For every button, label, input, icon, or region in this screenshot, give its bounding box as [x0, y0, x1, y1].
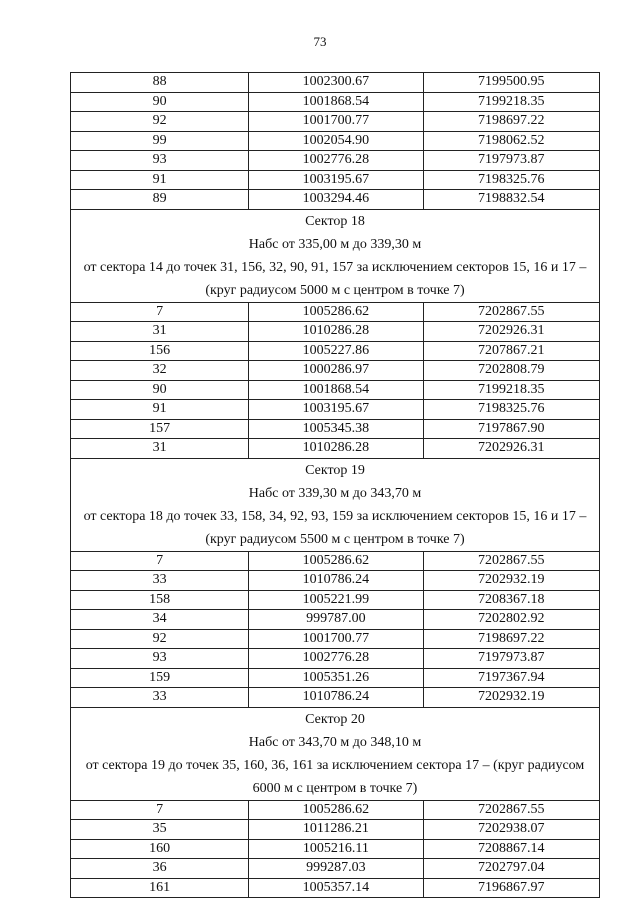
- y-coordinate-cell: 7197973.87: [423, 151, 599, 171]
- point-number-cell: 90: [71, 380, 249, 400]
- y-coordinate-cell: 7202926.31: [423, 439, 599, 459]
- sector-description-line: от сектора 14 до точек 31, 156, 32, 90, 91, 157 за исключением секторов 15, 16 и 17 –: [83, 259, 587, 275]
- y-coordinate-cell: 7202867.55: [423, 302, 599, 322]
- x-coordinate-cell: 1005221.99: [249, 590, 423, 610]
- point-number-cell: 99: [71, 131, 249, 151]
- table-row: [71, 190, 600, 210]
- x-coordinate-cell: 1005216.11: [249, 839, 423, 859]
- x-coordinate-cell: 1001700.77: [249, 112, 423, 132]
- coordinates-table-body: [71, 73, 600, 898]
- y-coordinate-cell: 7198325.76: [423, 400, 599, 420]
- x-coordinate-cell: 1002300.67: [249, 73, 423, 93]
- sector-description-line: Набс от 335,00 м до 339,30 м: [248, 236, 422, 252]
- y-coordinate-cell: 7207867.21: [423, 341, 599, 361]
- y-coordinate-cell: 7208867.14: [423, 839, 599, 859]
- point-number-cell: 34: [71, 610, 249, 630]
- x-coordinate-cell: 1011286.21: [249, 820, 423, 840]
- y-coordinate-cell: 7208367.18: [423, 590, 599, 610]
- point-number-cell: 158: [71, 590, 249, 610]
- table-row: [71, 400, 600, 420]
- sector-header-row: [71, 458, 600, 551]
- point-number-cell: 89: [71, 190, 249, 210]
- y-coordinate-cell: 7199218.35: [423, 92, 599, 112]
- sector-title: Сектор 20: [305, 711, 365, 727]
- table-row: [71, 800, 600, 820]
- table-row: [71, 820, 600, 840]
- x-coordinate-cell: 999287.03: [249, 859, 423, 879]
- y-coordinate-cell: 7198832.54: [423, 190, 599, 210]
- point-number-cell: 35: [71, 820, 249, 840]
- table-row: [71, 610, 600, 630]
- sector-header: [71, 209, 600, 302]
- sector-description-line: от сектора 19 до точек 35, 160, 36, 161 за исключением сектора 17 – (круг радиусом: [85, 757, 585, 773]
- point-number-cell: 160: [71, 839, 249, 859]
- sector-header-row: [71, 707, 600, 800]
- x-coordinate-cell: 1010786.24: [249, 571, 423, 591]
- table-row: [71, 170, 600, 190]
- y-coordinate-cell: 7202932.19: [423, 688, 599, 708]
- point-number-cell: 91: [71, 400, 249, 420]
- y-coordinate-cell: 7197367.94: [423, 668, 599, 688]
- point-number-cell: 7: [71, 800, 249, 820]
- x-coordinate-cell: 1003195.67: [249, 400, 423, 420]
- point-number-cell: 93: [71, 151, 249, 171]
- table-row: [71, 380, 600, 400]
- y-coordinate-cell: 7198697.22: [423, 112, 599, 132]
- point-number-cell: 88: [71, 73, 249, 93]
- x-coordinate-cell: 1001868.54: [249, 380, 423, 400]
- x-coordinate-cell: 1010786.24: [249, 688, 423, 708]
- page-number: 73: [313, 34, 327, 49]
- point-number-cell: 93: [71, 649, 249, 669]
- y-coordinate-cell: 7198062.52: [423, 131, 599, 151]
- y-coordinate-cell: 7197867.90: [423, 419, 599, 439]
- x-coordinate-cell: 1002776.28: [249, 649, 423, 669]
- point-number-cell: 90: [71, 92, 249, 112]
- sector-header-row: [71, 209, 600, 302]
- sector-description-line: (круг радиусом 5500 м с центром в точке 7): [205, 531, 465, 547]
- sector-description-line: Набс от 339,30 м до 343,70 м: [248, 485, 422, 501]
- table-row: [71, 151, 600, 171]
- point-number-cell: 92: [71, 112, 249, 132]
- table-row: [71, 419, 600, 439]
- x-coordinate-cell: 1001700.77: [249, 629, 423, 649]
- x-coordinate-cell: 1005357.14: [249, 878, 423, 898]
- point-number-cell: 156: [71, 341, 249, 361]
- y-coordinate-cell: 7202938.07: [423, 820, 599, 840]
- point-number-cell: 31: [71, 322, 249, 342]
- table-row: [71, 361, 600, 381]
- x-coordinate-cell: 1001868.54: [249, 92, 423, 112]
- y-coordinate-cell: 7202867.55: [423, 551, 599, 571]
- y-coordinate-cell: 7202802.92: [423, 610, 599, 630]
- point-number-cell: 7: [71, 551, 249, 571]
- table-row: [71, 73, 600, 93]
- y-coordinate-cell: 7199218.35: [423, 380, 599, 400]
- point-number-cell: 32: [71, 361, 249, 381]
- sector-description-line: от сектора 18 до точек 33, 158, 34, 92, 93, 159 за исключением секторов 15, 16 и 17 –: [83, 508, 587, 524]
- table-row: [71, 590, 600, 610]
- x-coordinate-cell: 999787.00: [249, 610, 423, 630]
- sector-header: [71, 458, 600, 551]
- x-coordinate-cell: 1000286.97: [249, 361, 423, 381]
- sector-title: Сектор 18: [305, 213, 365, 229]
- y-coordinate-cell: 7202867.55: [423, 800, 599, 820]
- sector-title: Сектор 19: [305, 462, 365, 478]
- y-coordinate-cell: 7202808.79: [423, 361, 599, 381]
- point-number-cell: 159: [71, 668, 249, 688]
- x-coordinate-cell: 1005286.62: [249, 302, 423, 322]
- y-coordinate-cell: 7199500.95: [423, 73, 599, 93]
- table-row: [71, 92, 600, 112]
- x-coordinate-cell: 1010286.28: [249, 322, 423, 342]
- table-row: [71, 571, 600, 591]
- x-coordinate-cell: 1002054.90: [249, 131, 423, 151]
- coordinates-table: [70, 72, 600, 898]
- point-number-cell: 36: [71, 859, 249, 879]
- y-coordinate-cell: 7198325.76: [423, 170, 599, 190]
- x-coordinate-cell: 1002776.28: [249, 151, 423, 171]
- y-coordinate-cell: 7197973.87: [423, 649, 599, 669]
- table-row: [71, 112, 600, 132]
- table-row: [71, 341, 600, 361]
- table-row: [71, 551, 600, 571]
- point-number-cell: 33: [71, 571, 249, 591]
- sector-header: [71, 707, 600, 800]
- table-row: [71, 668, 600, 688]
- point-number-cell: 157: [71, 419, 249, 439]
- x-coordinate-cell: 1005345.38: [249, 419, 423, 439]
- x-coordinate-cell: 1003195.67: [249, 170, 423, 190]
- table-row: [71, 629, 600, 649]
- y-coordinate-cell: 7196867.97: [423, 878, 599, 898]
- x-coordinate-cell: 1003294.46: [249, 190, 423, 210]
- table-row: [71, 302, 600, 322]
- table-row: [71, 878, 600, 898]
- point-number-cell: 92: [71, 629, 249, 649]
- table-row: [71, 859, 600, 879]
- x-coordinate-cell: 1005351.26: [249, 668, 423, 688]
- y-coordinate-cell: 7202797.04: [423, 859, 599, 879]
- table-row: [71, 439, 600, 459]
- y-coordinate-cell: 7198697.22: [423, 629, 599, 649]
- table-row: [71, 839, 600, 859]
- x-coordinate-cell: 1010286.28: [249, 439, 423, 459]
- table-row: [71, 322, 600, 342]
- x-coordinate-cell: 1005286.62: [249, 551, 423, 571]
- point-number-cell: 91: [71, 170, 249, 190]
- sector-description-line: 6000 м с центром в точке 7): [252, 780, 418, 796]
- sector-description-line: Набс от 343,70 м до 348,10 м: [248, 734, 422, 750]
- point-number-cell: 7: [71, 302, 249, 322]
- y-coordinate-cell: 7202926.31: [423, 322, 599, 342]
- x-coordinate-cell: 1005286.62: [249, 800, 423, 820]
- point-number-cell: 161: [71, 878, 249, 898]
- point-number-cell: 31: [71, 439, 249, 459]
- y-coordinate-cell: 7202932.19: [423, 571, 599, 591]
- table-row: [71, 649, 600, 669]
- sector-description-line: (круг радиусом 5000 м с центром в точке 7): [205, 282, 465, 298]
- table-row: [71, 131, 600, 151]
- x-coordinate-cell: 1005227.86: [249, 341, 423, 361]
- point-number-cell: 33: [71, 688, 249, 708]
- table-row: [71, 688, 600, 708]
